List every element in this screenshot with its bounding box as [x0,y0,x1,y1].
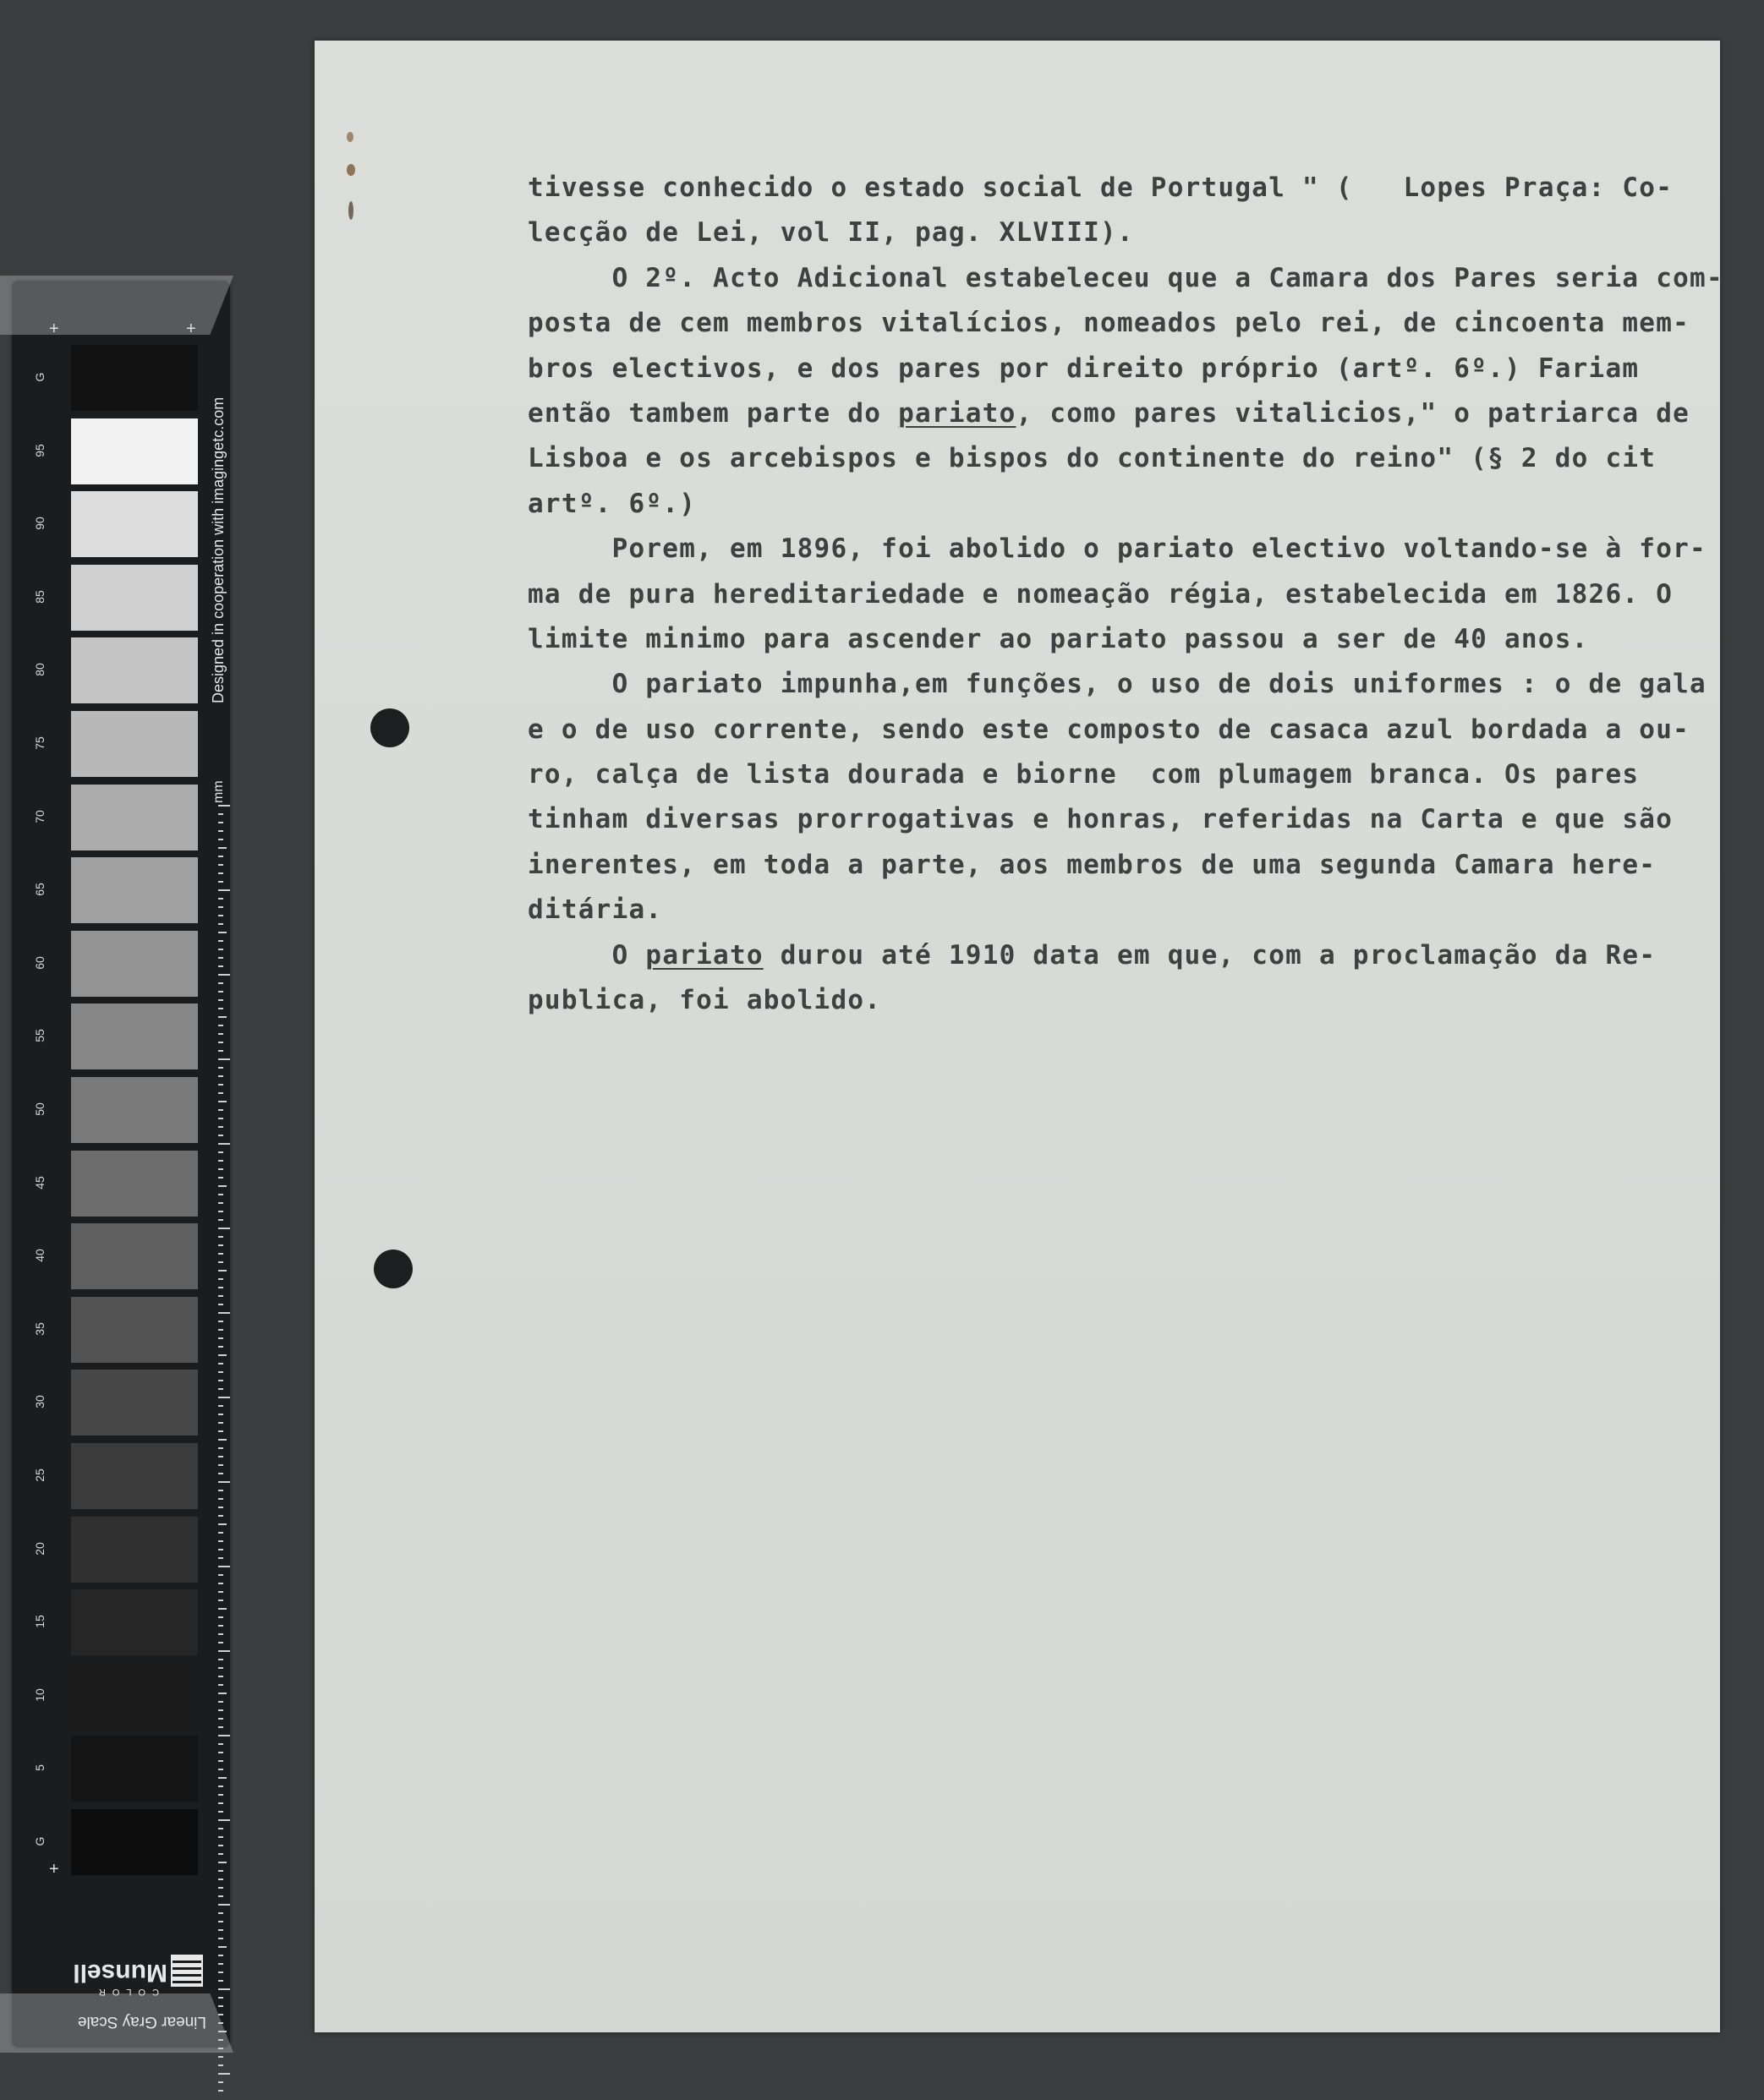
ruler-tick [218,1887,223,1889]
ruler-tick [218,906,223,908]
ruler-tick [218,1709,223,1711]
text-line: e o de uso corrente, sendo este composto de casaca azul bordada a ou- [528,714,1690,745]
ruler-tick [218,1921,223,1922]
ruler-tick [218,2056,223,2058]
ruler-tick [218,1862,227,1863]
ruler-tick [218,1591,223,1593]
brand-sub: COLOR [91,1987,159,1997]
ruler-tick [218,1337,223,1339]
ruler-tick [218,999,223,1001]
ruler-tick [218,982,223,984]
ruler-tick [218,839,223,840]
ruler-tick [218,1735,230,1736]
ruler-tick [218,1084,223,1086]
munsell-brand [63,1941,206,2034]
swatch-label: 5 [33,1764,47,1772]
swatch-label: G [33,372,47,382]
text-line: lecção de Lei, vol II, pag. XLVIII). [528,217,1134,249]
ruler-tick [218,1693,227,1694]
gray-swatch [71,857,198,923]
swatch-label: 55 [33,1029,47,1043]
gray-swatch [71,418,198,484]
gray-swatch [71,1517,198,1583]
swatch-label: 30 [33,1395,47,1409]
swatch-label: 40 [33,1249,47,1262]
ruler-tick [218,1295,223,1297]
ruler-tick [218,847,227,849]
text-line: então tambem parte do pariato, como pares vitalicios," o patriarca de [528,397,1690,429]
ruler-tick [218,1278,223,1280]
rust-stain [348,201,353,220]
ruler-tick [218,872,223,874]
swatch-label: 65 [33,883,47,896]
document-page [315,41,1723,2032]
text-line: O pariato durou até 1910 data em que, com a proclamação da Re- [528,939,1657,971]
registration-mark: + [186,320,196,338]
ruler-tick [218,1008,223,1009]
gray-swatch [71,1151,198,1217]
ruler-tick [218,1769,223,1770]
ruler-tick [218,1312,230,1314]
ruler-tick [218,1439,227,1441]
ruler-tick [218,1971,223,1973]
ruler-tick [218,1574,223,1576]
ruler-tick [218,1532,223,1534]
gray-swatch [71,1443,198,1509]
ruler-tick [218,1109,223,1111]
ruler-tick [218,1287,223,1288]
ruler-tick [218,1549,223,1550]
ruler-tick [218,2014,223,2015]
text-line: ro, calça de lista dourada e biorne com plumagem branca. Os pares [528,759,1640,790]
ruler-tick [218,1633,223,1635]
typed-text [528,166,1723,1023]
gray-swatch [71,785,198,850]
ruler-tick [218,1718,223,1720]
text-line: bros electivos, e dos pares por direito próprio (artº. 6º.) Fariam [528,353,1640,384]
ruler-tick [218,1371,223,1373]
ruler-tick [218,2090,223,2092]
text-line: limite minimo para ascender ao pariato passou a ser de 40 anos. [528,623,1589,654]
ruler-tick [218,1025,223,1026]
ruler-tick [218,1667,223,1669]
ruler-tick [218,881,223,883]
card-clip-top [0,276,233,335]
punch-hole [374,1250,413,1288]
text-line: publica, foi abolido. [528,985,882,1016]
ruler-tick [218,1946,227,1948]
ruler-unit-label: mm [211,780,226,803]
ruler-tick [218,1168,223,1170]
ruler-tick [218,1929,223,1931]
ruler-tick [218,822,223,823]
text-line: O pariato impunha,em funções, o uso de dois uniformes : o de gala [528,669,1706,700]
swatch-label: 85 [33,590,47,604]
ruler-tick [218,830,223,832]
ruler-tick [218,1515,223,1517]
ruler-tick [218,1523,227,1525]
swatch-label: 10 [33,1688,47,1702]
ruler-tick [218,1650,230,1652]
credit-text: Designed in cooperation with imagingetc.com [210,396,227,703]
swatch-label: 70 [33,809,47,823]
gray-swatch [71,1297,198,1363]
ruler-tick [218,1118,223,1119]
ruler-tick [218,957,223,959]
ruler-tick [218,1819,230,1821]
ruler-tick [218,1430,223,1432]
gray-swatch [71,1589,198,1655]
ruler-tick [218,1354,227,1356]
ruler-tick [218,949,223,950]
ruler-tick [218,1760,223,1762]
swatch-label: 50 [33,1102,47,1116]
gray-scale-card [12,281,230,2048]
ruler-tick [218,1794,223,1796]
ruler-tick [218,1540,223,1542]
ruler-tick [218,889,230,891]
ruler-tick [218,932,227,933]
ruler-tick [218,1456,223,1457]
ruler-tick [218,1151,223,1153]
ruler-tick [218,1676,223,1677]
ruler-tick [218,1447,223,1449]
ruler-tick [218,1464,223,1466]
ruler-tick [218,1388,223,1390]
ruler-tick [218,1177,223,1179]
swatch-label: G [33,1836,47,1846]
ruler-tick [218,1270,227,1271]
ruler-tick [218,1481,230,1483]
ruler-tick [218,2039,223,2041]
text-line: Lisboa e os arcebispos e bispos do continente do reino" (§ 2 do cit [528,443,1657,474]
ruler-tick [218,965,223,967]
ruler-tick [218,1659,223,1660]
ruler-tick [218,1135,223,1136]
ruler-tick [218,1507,223,1508]
ruler-tick [218,1963,223,1965]
gray-swatch [71,711,198,777]
ruler-tick [218,1566,230,1567]
ruler-tick [218,1912,223,1914]
ruler-tick [218,1067,223,1069]
ruler-tick [218,856,223,857]
ruler-tick [218,1870,223,1872]
ruler-tick [218,2005,223,2007]
ruler-tick [218,1304,223,1305]
ruler-tick [218,1380,223,1381]
ruler-tick [218,1997,223,1999]
text-line: ditária. [528,894,663,926]
gray-swatch [71,1663,198,1729]
ruler-tick [218,1608,227,1610]
text-line: O 2º. Acto Adicional estabeleceu que a Camara dos Pares seria com- [528,262,1723,293]
ruler-tick [218,1211,223,1212]
ruler-tick [218,805,230,807]
swatch-label: 15 [33,1615,47,1628]
ruler-tick [218,1684,223,1686]
gray-swatch [71,1077,198,1143]
ruler-tick [218,1346,223,1348]
swatch-label: 95 [33,443,47,457]
ruler-tick [218,1016,227,1018]
ruler-tick [218,1329,223,1331]
ruler-tick [218,1904,230,1906]
ruler-tick [218,1101,227,1102]
ruler-tick [218,1955,223,1956]
gray-swatch [71,931,198,997]
text-line: Porem, em 1896, foi abolido o pariato electivo voltando-se à for- [528,533,1706,565]
ruler-tick [218,1811,223,1813]
ruler-tick [218,1143,230,1145]
gray-swatch [71,345,198,411]
text-line: ma de pura hereditariedade e nomeação régia, estabelecida em 1826. O [528,578,1674,610]
ruler-tick [218,1126,223,1128]
ruler-tick [218,2031,227,2032]
ruler-tick [218,1202,223,1204]
ruler-tick [218,1836,223,1838]
text-line: artº. 6º.) [528,488,697,519]
ruler-tick [218,1185,227,1187]
ruler-tick [218,1422,223,1424]
ruler-tick [218,1092,223,1094]
ruler-tick [218,1828,223,1829]
ruler-tick [218,1219,223,1221]
gray-swatch [71,637,198,703]
ruler-tick [218,1244,223,1246]
ruler-tick [218,1583,223,1584]
swatch-label: 75 [33,736,47,750]
ruler-tick [218,1802,223,1804]
ruler-tick [218,1033,223,1035]
ruler-tick [218,1236,223,1238]
ruler-tick [218,1194,223,1195]
ruler-tick [218,1988,230,1990]
swatch-label: 25 [33,1468,47,1482]
ruler-tick [218,1625,223,1627]
ruler-tick [218,2048,223,2049]
ruler-tick [218,1786,223,1787]
ruler-tick [218,1042,223,1043]
ruler-tick [218,1397,230,1398]
gray-swatch [71,1370,198,1436]
ruler-tick [218,813,223,815]
ruler-tick [218,1879,223,1880]
ruler-tick [218,1473,223,1474]
ruler-tick [218,1363,223,1364]
ruler-tick [218,1895,223,1897]
registration-mark: + [49,320,59,338]
ruler-tick [218,1752,223,1753]
text-line: tinham diversas prorrogativas e honras, referidas na Carta e que são [528,804,1674,835]
ruler-tick [218,1726,223,1728]
punch-hole [370,708,409,747]
gray-swatch [71,1736,198,1802]
text-line: inerentes, em toda a parte, aos membros de uma segunda Camara here- [528,849,1657,880]
ruler-tick [218,1050,223,1052]
rust-stain [347,132,353,142]
gray-swatch [71,565,198,631]
ruler-tick [218,1616,223,1618]
gray-swatch [71,1223,198,1289]
ruler-tick [218,974,230,976]
ruler-tick [218,940,223,942]
mm-ruler [218,805,230,2100]
ruler-tick [218,1075,223,1077]
ruler-tick [218,864,223,866]
ruler-tick [218,1405,223,1407]
ruler-tick [218,2081,223,2083]
ruler-tick [218,915,223,916]
ruler-tick [218,1498,223,1500]
ruler-tick [218,1980,223,1982]
rust-stain [347,164,355,176]
swatch-label: 90 [33,517,47,530]
ruler-tick [218,1845,223,1846]
ruler-tick [218,1853,223,1855]
ruler-tick [218,1938,223,1939]
text-line: tivesse conhecido o estado social de Portugal " ( Lopes Praça: Co- [528,172,1674,203]
gray-swatch [71,491,198,557]
ruler-tick [218,1160,223,1162]
ruler-tick [218,2073,230,2075]
ruler-tick [218,2064,223,2066]
ruler-tick [218,1490,223,1491]
ruler-tick [218,1701,223,1703]
ruler-tick [218,1777,227,1779]
text-line: posta de cem membros vitalícios, nomeados pelo rei, de cincoenta mem- [528,308,1690,339]
ruler-tick [218,1058,230,1060]
ruler-tick [218,923,223,925]
swatch-label: 60 [33,956,47,970]
munsell-logo-icon [171,1955,203,1987]
gray-swatch [71,1809,198,1875]
swatch-label: 80 [33,663,47,677]
brand-name: Munsell [73,1959,167,1987]
ruler-tick [218,1743,223,1745]
swatch-label: 35 [33,1322,47,1336]
ruler-tick [218,1228,230,1229]
registration-mark: + [49,1860,59,1879]
ruler-tick [218,898,223,900]
swatch-label: 45 [33,1175,47,1189]
ruler-tick [218,1642,223,1643]
ruler-tick [218,1261,223,1263]
ruler-tick [218,1414,223,1415]
underlined-word: pariato [645,939,764,971]
swatch-label: 20 [33,1541,47,1556]
ruler-tick [218,1557,223,1559]
underlined-word: pariato [898,397,1016,429]
ruler-tick [218,1600,223,1601]
gray-swatch [71,1004,198,1069]
ruler-tick [218,991,223,993]
ruler-tick [218,1253,223,1255]
ruler-tick [218,2022,223,2024]
scale-name: Linear Gray Scale [77,2013,206,2031]
ruler-tick [218,1321,223,1322]
